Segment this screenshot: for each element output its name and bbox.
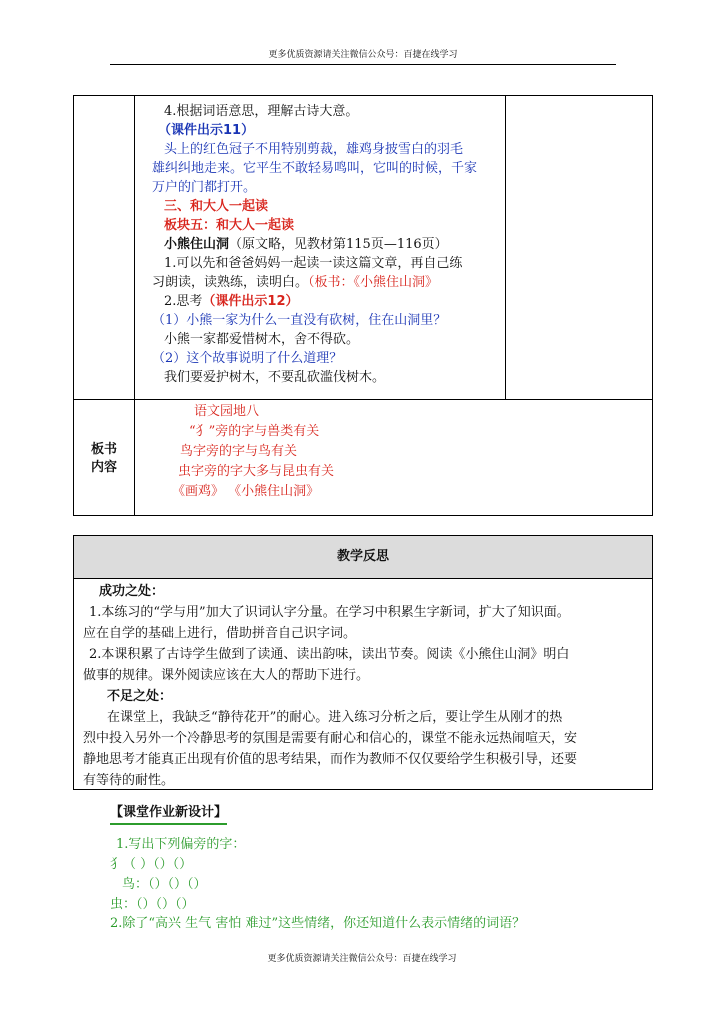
- lesson-text: 2.思考: [164, 294, 203, 309]
- homework-title: 【课堂作业新设计】: [110, 803, 227, 825]
- courseware-note: （课件出示12）: [202, 294, 299, 309]
- reflection-content: [83, 582, 648, 788]
- board-line: “犭”旁的字与兽类有关: [189, 424, 320, 439]
- lesson-line: 4.根据词语意思，理解古诗大意。: [164, 104, 359, 119]
- reflection-title: 教学反思: [74, 536, 652, 579]
- lesson-line: 头上的红色冠子不用特别剪裁，雄鸡身披雪白的羽毛: [164, 142, 464, 157]
- homework-row: 虫：（）（）（）: [110, 897, 195, 912]
- reflection-table: [73, 535, 653, 790]
- lesson-table: [73, 95, 653, 516]
- homework-question: 1.写出下列偏旁的字：: [116, 837, 246, 852]
- homework-section: [110, 803, 650, 931]
- row-divider: [74, 399, 652, 400]
- lesson-line: [164, 292, 512, 311]
- lesson-line: 雄纠纠地走来。它平生不敢轻易鸣叫，它叫的时候，千家: [152, 161, 478, 176]
- board-label: 板书: [90, 442, 117, 457]
- board-note: （板书：《小熊住山洞》: [308, 275, 439, 290]
- reflection-line: 在课堂上，我缺乏“静待花开”的耐心。进入练习分析之后，要让学生从刚才的热: [107, 710, 563, 725]
- answer-line: 小熊一家都爱惜树木，舍不得砍。: [164, 332, 360, 347]
- reflection-line: 烈中投入另外一个冷静思考的氛围是需要有耐心和信心的，课堂不能永远热闹喧天，安: [83, 731, 578, 746]
- courseware-note: （课件出示11）: [158, 123, 255, 138]
- shortcoming-label: 不足之处：: [107, 689, 173, 704]
- source-note: （原文略，见教材第115页—116页）: [229, 237, 448, 252]
- lesson-line: 1.可以先和爸爸妈妈一起读一读这篇文章，再自己练: [164, 256, 463, 271]
- board-line: 语文园地八: [194, 404, 260, 419]
- story-title: 小熊住山洞: [164, 237, 230, 252]
- lesson-line: [164, 235, 512, 254]
- lesson-content: [152, 102, 512, 397]
- reflection-line: 2.本课积累了古诗学生做到了读通、读出韵味，读出节奏。阅读《小熊住山洞》明白: [89, 647, 570, 662]
- success-label: 成功之处：: [99, 584, 165, 599]
- lesson-line: 万户的门都打开。: [152, 180, 257, 195]
- column-divider-left: [134, 96, 135, 515]
- board-line: 虫字旁的字大多与昆虫有关: [178, 464, 335, 479]
- section-heading: 板块五：和大人一起读: [164, 218, 295, 233]
- board-line: 鸟字旁的字与鸟有关: [180, 444, 298, 459]
- homework-row: 鸟：（）（）（）: [122, 877, 207, 892]
- reflection-line: 静地思考才能真正出现有价值的思考结果，而作为教师不仅仅要给学生积极引导，还要: [83, 752, 578, 767]
- lesson-text: 习朗读，读熟练，读明白。: [152, 275, 309, 290]
- page-header: 更多优质资源请关注微信公众号：百捷在线学习: [110, 48, 616, 65]
- question-line: （2）这个故事说明了什么道理？: [152, 351, 343, 366]
- reflection-line: 做事的规律。课外阅读应该在大人的帮助下进行。: [83, 668, 370, 683]
- page-footer: 更多优质资源请关注微信公众号：百捷在线学习: [267, 954, 457, 964]
- board-label: 内容: [90, 460, 117, 475]
- reflection-line: 有等待的耐性。: [83, 773, 175, 788]
- homework-row: 犭（ ）（）（）: [110, 857, 193, 872]
- answer-line: 我们要爱护树木，不要乱砍滥伐树木。: [164, 370, 386, 385]
- reflection-line: 1.本练习的“学与用”加大了识词认字分量。在学习中积累生字新词，扩大了知识面。: [89, 605, 570, 620]
- reflection-line: 应在自学的基础上进行，借助拼音自己识字词。: [83, 626, 357, 641]
- homework-question: 2.除了“高兴 生气 害怕 难过”这些情绪，你还知道什么表示情绪的词语？: [110, 916, 526, 931]
- board-line: 《画鸡》 《小熊住山洞》: [172, 484, 320, 499]
- question-line: （1）小熊一家为什么一直没有砍树，住在山洞里？: [152, 313, 447, 328]
- lesson-line: [152, 273, 512, 292]
- board-content: [166, 402, 496, 510]
- section-heading: 三、和大人一起读: [164, 199, 269, 214]
